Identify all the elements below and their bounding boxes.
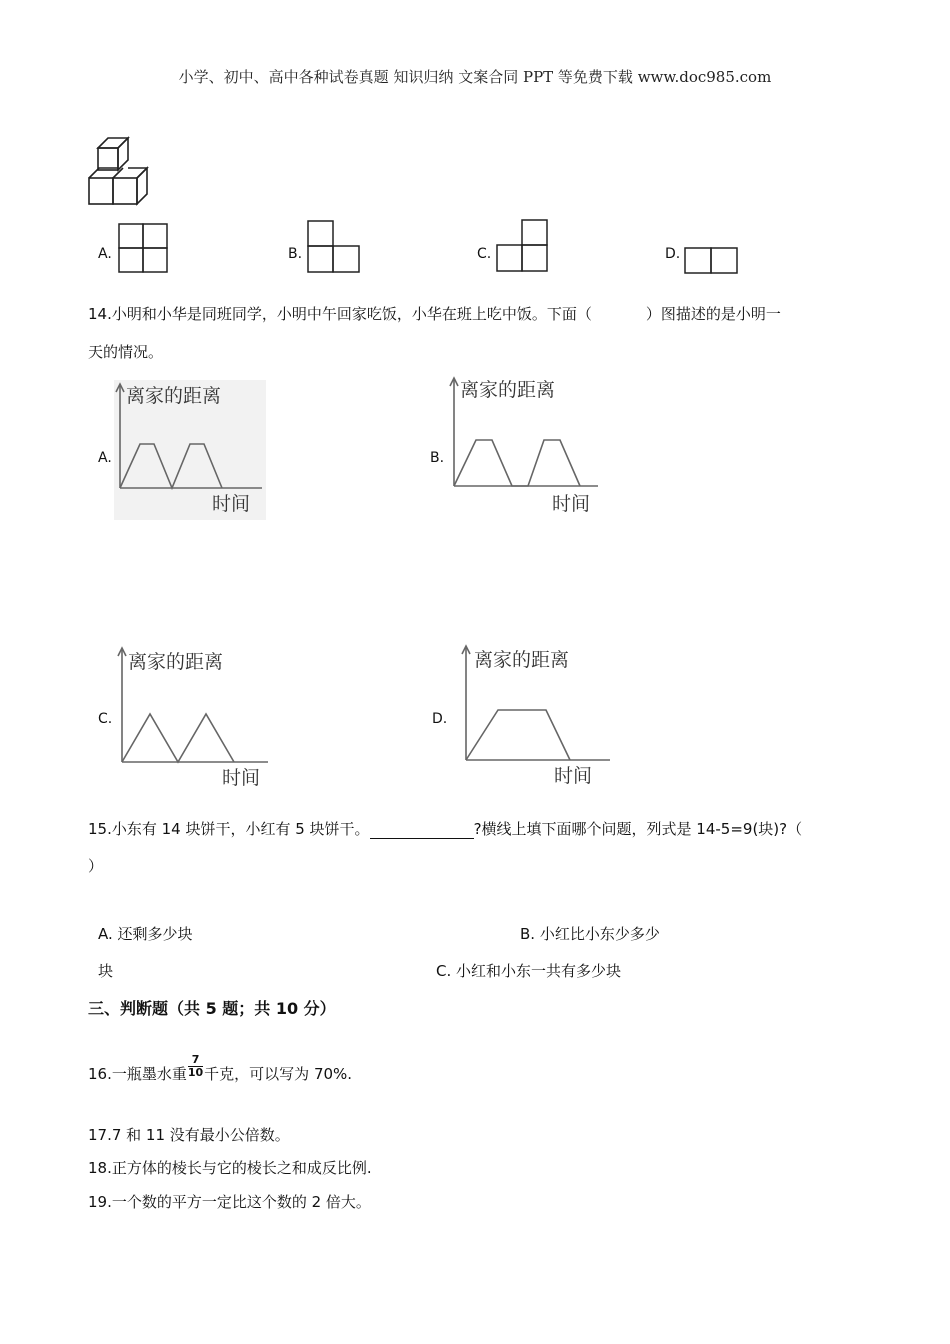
q14-graph-d: [460, 642, 616, 788]
graph-b-y-label: 离家的距离: [460, 379, 556, 401]
q13-option-b-view: [307, 220, 361, 274]
q13-option-d-view: [684, 247, 740, 275]
q16-fraction: [188, 1054, 203, 1079]
q14-graph-c: [116, 644, 274, 790]
q18: 18.正方体的棱长与它的棱长之和成反比例.: [88, 1159, 372, 1177]
q13-option-b-label[interactable]: B.: [288, 246, 303, 262]
cube-stack-figure: [86, 132, 156, 208]
fraction-denominator: 10: [187, 1066, 204, 1079]
q16: [88, 1053, 353, 1087]
q13-option-d-label[interactable]: D.: [665, 246, 681, 262]
graph-d-x-label: 时间: [554, 765, 593, 787]
q15-fill-blank[interactable]: [370, 824, 474, 839]
fraction-numerator: 7: [191, 1053, 200, 1066]
q14-graph-a: [114, 380, 266, 520]
q15-line1: [88, 819, 802, 839]
q14-option-c-label[interactable]: C.: [98, 711, 113, 727]
q14-option-d-label[interactable]: D.: [432, 711, 448, 727]
q15-line2: ）: [88, 857, 104, 875]
graph-a-y-label: 离家的距离: [126, 385, 222, 407]
q15-option-a[interactable]: A. 还剩多少块: [98, 925, 193, 943]
graph-a-x-label: 时间: [212, 493, 251, 515]
q16-text-post: 千克，可以写为 70%.: [204, 1065, 353, 1083]
q15-text-post: ?横线上填下面哪个问题，列式是 14-5=9(块)?（: [473, 820, 803, 838]
graph-c-y-label: 离家的距离: [128, 651, 224, 673]
q14-line2: 天的情况。: [88, 343, 164, 361]
q14-text-pre: 14.小明和小华是同班同学，小明中午回家吃饭，小华在班上吃中饭。下面（: [88, 305, 592, 323]
q15-option-a-cont: 块: [98, 962, 114, 980]
section-title: 三、判断题（共 5 题；共 10 分）: [88, 999, 336, 1018]
graph-b-x-label: 时间: [552, 493, 591, 515]
q17: 17.7 和 11 没有最小公倍数。: [88, 1126, 290, 1144]
q13-option-a-label[interactable]: A.: [98, 246, 112, 262]
q15-text-pre: 15.小东有 14 块饼干，小红有 5 块饼干。: [88, 820, 370, 838]
q14-option-a-label[interactable]: A.: [98, 450, 112, 466]
page-header: 小学、初中、高中各种试卷真题 知识归纳 文案合同 PPT 等免费下载 www.doc985.com: [178, 68, 772, 86]
q14-graph-b: [448, 374, 604, 516]
q14-option-b-label[interactable]: B.: [430, 450, 445, 466]
q13-option-c-label[interactable]: C.: [477, 246, 492, 262]
q19: 19.一个数的平方一定比这个数的 2 倍大。: [88, 1193, 371, 1211]
q15-option-c[interactable]: C. 小红和小东一共有多少块: [436, 962, 622, 980]
q14-line1: [88, 304, 781, 324]
q16-text-pre: 16.一瓶墨水重: [88, 1065, 187, 1083]
q15-option-b[interactable]: B. 小红比小东少多少: [520, 925, 660, 943]
graph-d-y-label: 离家的距离: [474, 649, 570, 671]
q13-option-a-view: [118, 223, 168, 273]
q14-text-post: ）图描述的是小明一: [645, 305, 781, 323]
graph-c-x-label: 时间: [222, 767, 261, 789]
q13-option-c-view: [496, 219, 550, 273]
